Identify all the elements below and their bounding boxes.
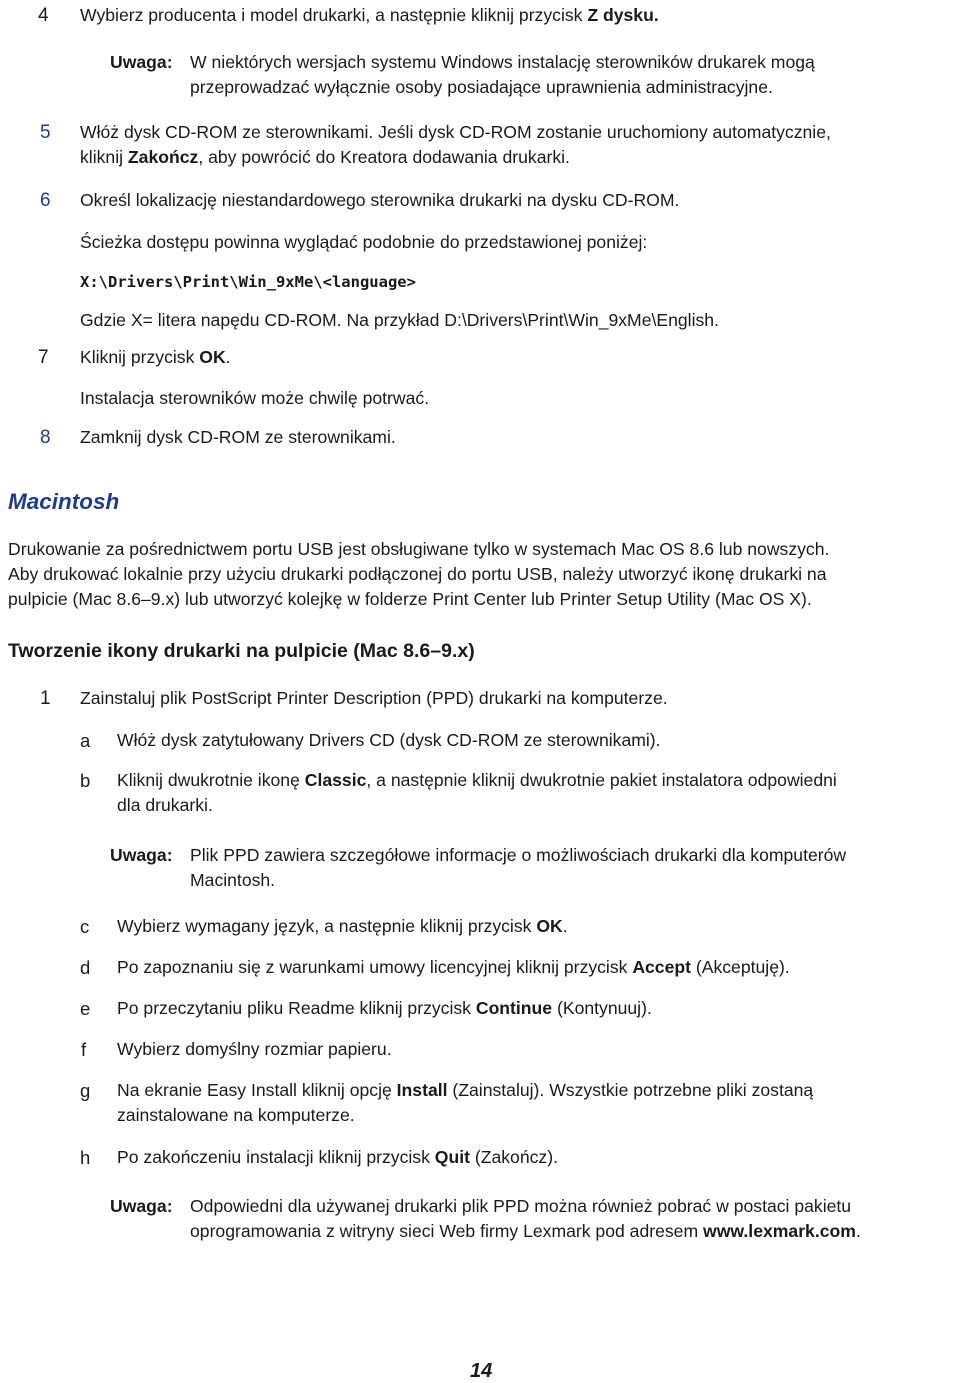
section-heading-macintosh: Macintosh xyxy=(8,489,120,514)
step-number: 1 xyxy=(40,688,51,709)
bold-term: Install xyxy=(396,1080,448,1100)
note-label: Uwaga: xyxy=(110,52,173,72)
step-number: 8 xyxy=(40,427,51,448)
step-number: 7 xyxy=(38,347,49,368)
substep-h-text: Po zakończeniu instalacji kliknij przycisk Quit (Zakończ). xyxy=(117,1147,558,1167)
bold-term: Continue xyxy=(475,998,553,1018)
bold-term: Accept xyxy=(632,957,691,977)
note-text: Odpowiedni dla używanej drukarki plik PPD można również pobrać w postaci pakietu oprogramowania z witryny sieci Web firmy Lexmark pod adresem www.lexmark.com. xyxy=(190,1196,861,1241)
step-7-subtext: Instalacja sterowników może chwilę potrwać. xyxy=(80,388,430,408)
substep-letter: h xyxy=(80,1147,91,1168)
substep-letter: b xyxy=(80,770,91,791)
substep-letter: f xyxy=(81,1039,87,1060)
step-number: 6 xyxy=(40,190,51,211)
substep-e-text: Po przeczytaniu pliku Readme kliknij przycisk Continue (Kontynuuj). xyxy=(117,998,652,1018)
step-5-text: Włóż dysk CD-ROM ze sterownikami. Jeśli dysk CD-ROM zostanie uruchomiony automatycznie, kliknij Zakończ, aby powrócić do Kreatora dodawania drukarki. xyxy=(80,122,831,167)
subsection-heading: Tworzenie ikony drukarki na pulpicie (Mac 8.6–9.x) xyxy=(8,640,475,662)
bold-term: Quit xyxy=(434,1147,470,1167)
macintosh-intro-paragraph: Drukowanie za pośrednictwem portu USB jest obsługiwane tylko w systemach Mac OS 8.6 lub nowszych. Aby drukować lokalnie przy użyciu drukarki podłączonej do portu USB, należy utworzyć ikonę drukarki na pulpicie (Mac 8.6–9.x) lub utworzyć kolejkę w folderze Print Center lub Printer Setup Utility (Mac OS X). xyxy=(8,539,830,609)
page-number: 14 xyxy=(470,1360,493,1382)
step-1-text: Zainstaluj plik PostScript Printer Description (PPD) drukarki na komputerze. xyxy=(80,688,668,708)
note-label: Uwaga: xyxy=(110,845,173,865)
note-1 xyxy=(110,50,950,100)
bold-term: Classic xyxy=(304,770,367,790)
step-number: 5 xyxy=(40,122,51,143)
substep-letter: c xyxy=(80,916,90,937)
substep-a-text: Włóż dysk zatytułowany Drivers CD (dysk CD-ROM ze sterownikami). xyxy=(117,730,661,750)
note-label: Uwaga: xyxy=(110,1196,173,1216)
note-text: Plik PPD zawiera szczegółowe informacje o możliwościach drukarki dla komputerów Macintosh. xyxy=(190,845,847,890)
substep-letter: d xyxy=(80,957,91,978)
path-example: X:\Drivers\Print\Win_9xMe\<language> xyxy=(80,273,416,291)
substep-g-text: Na ekranie Easy Install kliknij opcję Install (Zainstaluj). Wszystkie potrzebne pliki zostaną zainstalowane na komputerze. xyxy=(117,1080,814,1125)
note-text: W niektórych wersjach systemu Windows instalację sterowników drukarek mogą przeprowadzać wyłącznie osoby posiadające uprawnienia administracyjne. xyxy=(190,52,815,97)
lexmark-link[interactable]: www.lexmark.com xyxy=(703,1221,856,1241)
substep-f-text: Wybierz domyślny rozmiar papieru. xyxy=(117,1039,392,1059)
substep-d-text: Po zapoznaniu się z warunkami umowy licencyjnej kliknij przycisk Accept (Akceptuję). xyxy=(117,957,790,977)
note-2 xyxy=(110,843,960,893)
bold-term: OK xyxy=(536,916,563,936)
path-where: Gdzie X= litera napędu CD-ROM. Na przykład D:\Drivers\Print\Win_9xMe\English. xyxy=(80,310,719,330)
bold-term: Zakończ xyxy=(127,147,199,167)
substep-letter: a xyxy=(80,730,91,751)
bold-term: Z dysku. xyxy=(587,5,659,25)
substep-b-text: Kliknij dwukrotnie ikonę Classic, a następnie kliknij dwukrotnie pakiet instalatora odpowiedni dla drukarki. xyxy=(117,770,837,815)
substep-letter: e xyxy=(80,998,91,1019)
path-intro: Ścieżka dostępu powinna wyglądać podobnie do przedstawionej poniżej: xyxy=(80,232,648,252)
substep-letter: g xyxy=(80,1080,91,1101)
note-3 xyxy=(110,1194,960,1244)
bold-term: OK xyxy=(199,347,226,367)
step-7-text: Kliknij przycisk OK. xyxy=(80,347,231,367)
step-6-text: Określ lokalizację niestandardowego sterownika drukarki na dysku CD-ROM. xyxy=(80,190,680,210)
substep-c-text: Wybierz wymagany język, a następnie kliknij przycisk OK. xyxy=(117,916,568,936)
step-number: 4 xyxy=(38,5,49,26)
step-8-text: Zamknij dysk CD-ROM ze sterownikami. xyxy=(80,427,396,447)
step-4-text: Wybierz producenta i model drukarki, a następnie kliknij przycisk Z dysku. xyxy=(80,5,659,25)
